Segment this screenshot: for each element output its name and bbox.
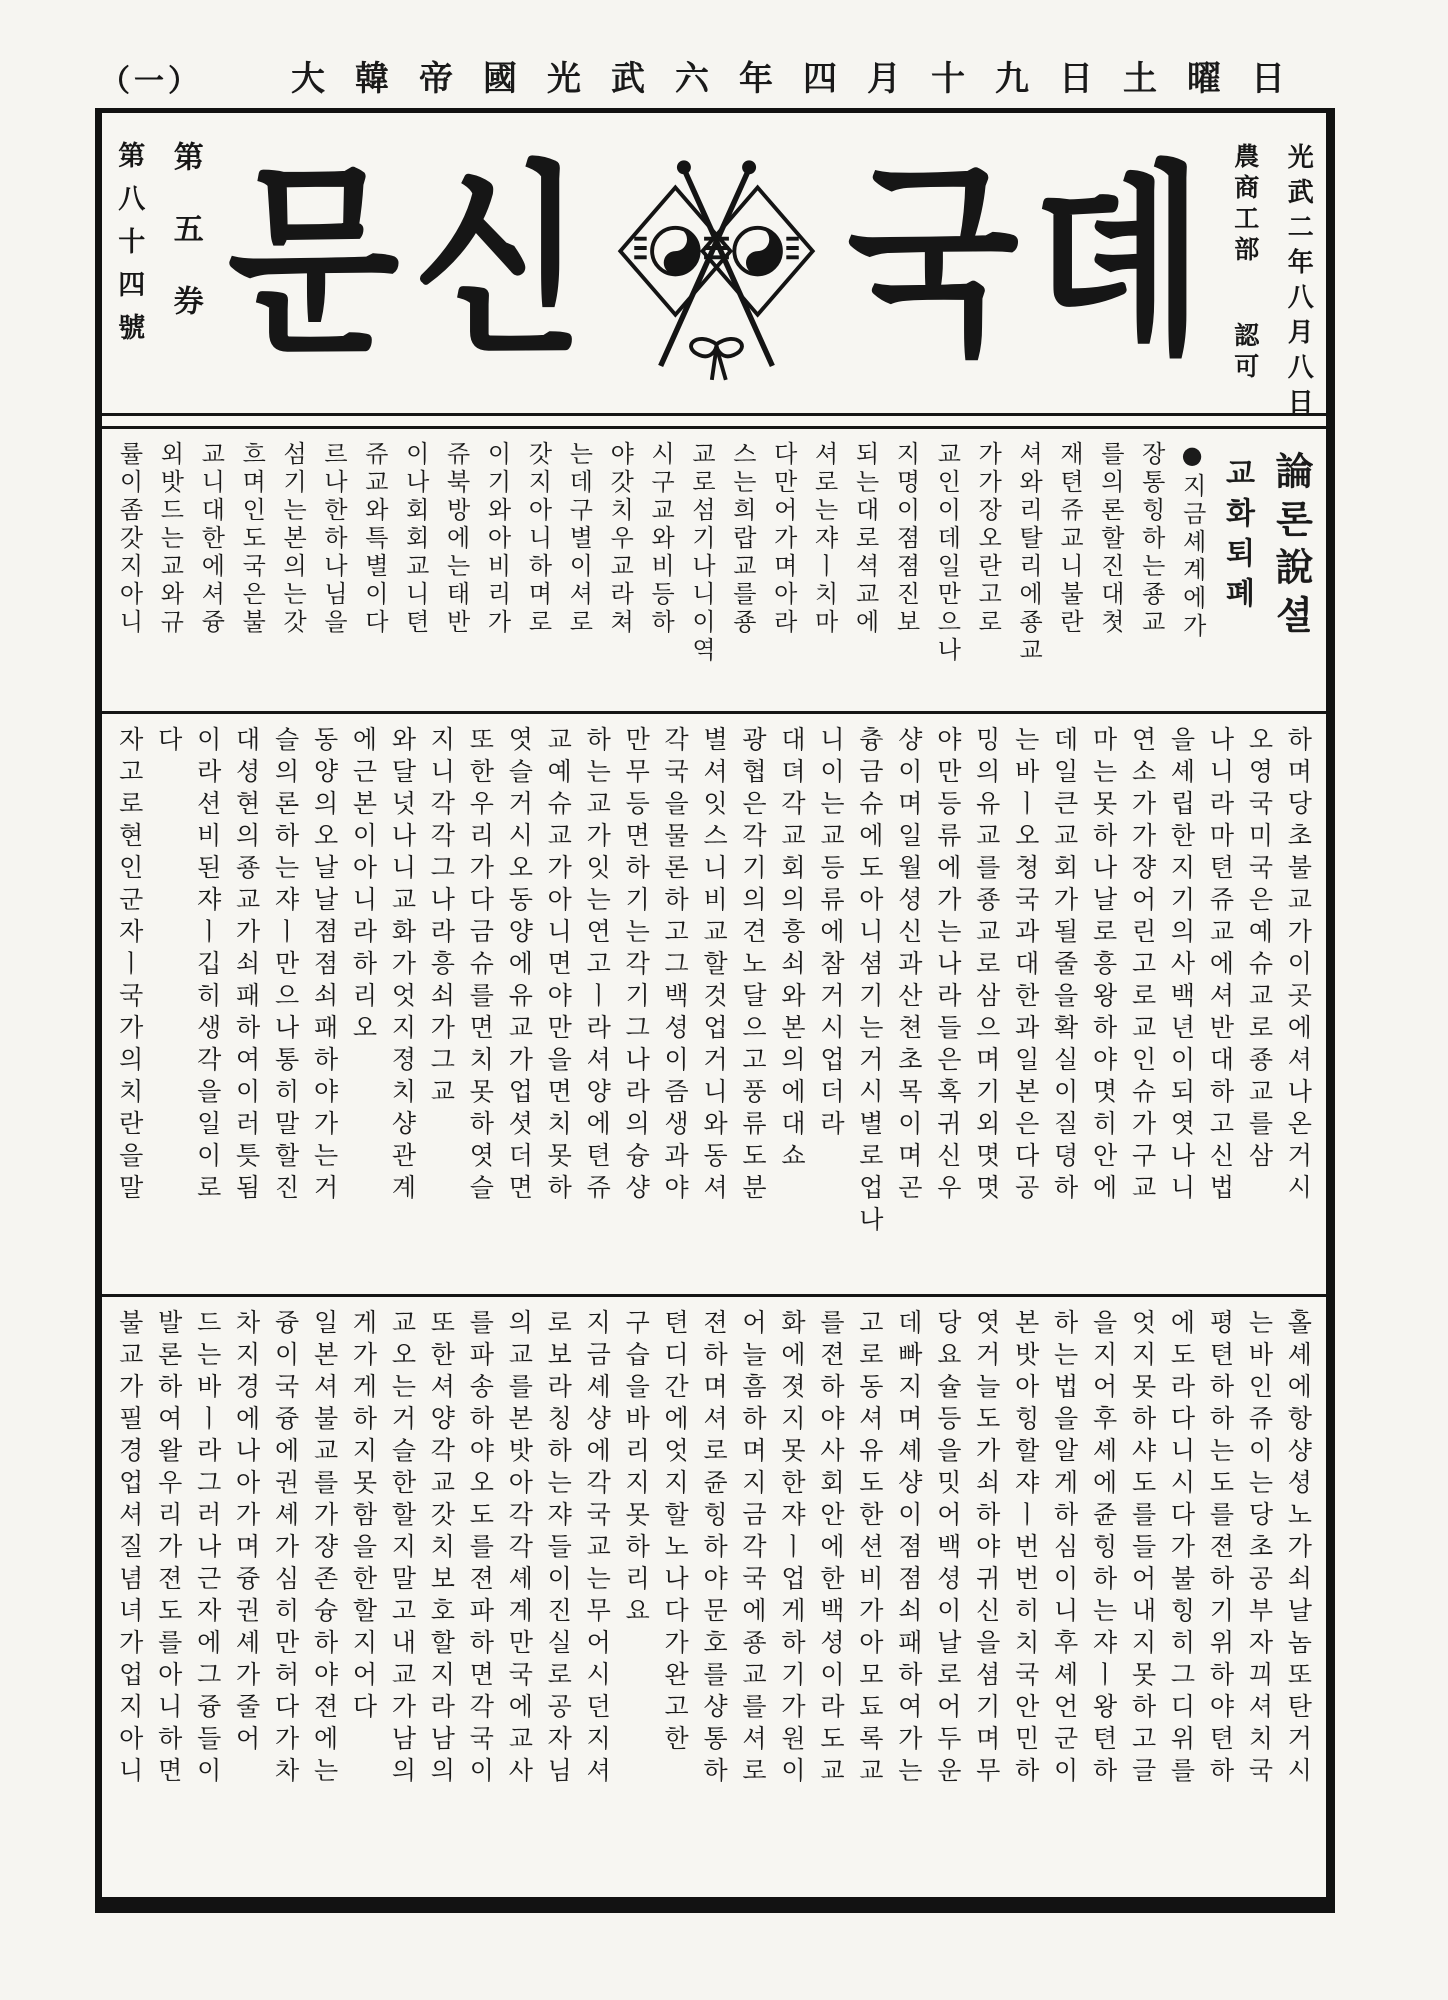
- text-column: 엿슬거시오동양에유교가업셧더면: [504, 726, 534, 1206]
- text-column: 야갓치우교라쳐: [605, 441, 634, 637]
- text-column: 야만등류에가는나라들은혹귀신우: [933, 726, 963, 1206]
- text-column: 갓지아니하며로: [523, 441, 552, 637]
- text-column: 츙금슈에도아니셤기는거시별로업나: [855, 726, 885, 1238]
- text-column: 교예슈교가아니면야만을면치못하: [543, 726, 573, 1206]
- text-column: 또한셔양각교갓치보호할지라남의: [426, 1309, 456, 1789]
- text-column: 교니대한에셔즁: [196, 441, 225, 637]
- text-column: 이기와아비리가: [483, 441, 512, 637]
- text-column: 는데구별이셔로: [564, 441, 593, 637]
- text-column: 교화퇴폐: [1219, 457, 1255, 617]
- text-column: 마는못하나날로흥왕하야몃히안에: [1089, 726, 1119, 1206]
- text-column: 섬기는본의는갓: [278, 441, 307, 637]
- approval-column: [1227, 143, 1263, 384]
- text-column: 화에졋지못한쟈ㅣ업게하기가원이: [777, 1309, 807, 1789]
- text-column: 와달넛나니교화가엇지졍치샹관계: [387, 726, 417, 1206]
- text-column: 각국을물론하고그백셩이즘생과야: [660, 726, 690, 1206]
- text-column: 샹이며일월셩신과산쳔초목이며곤: [894, 726, 924, 1206]
- text-column: 셔와리탈리에죵교: [1014, 441, 1043, 665]
- text-column: 이나회회교니텬: [401, 441, 430, 637]
- top-date-line: [100, 42, 1315, 100]
- text-column: 쥬교와특별이다: [360, 441, 389, 637]
- agency-label: 農商工部: [1230, 143, 1260, 267]
- text-column: 장통힝하는죵교: [1137, 441, 1166, 637]
- text-column: 다: [154, 726, 184, 758]
- text-column: 광협은각기의견노달으고풍류도분: [738, 726, 768, 1206]
- text-column: 불교가필경업셔질념녀가업지아니: [115, 1309, 145, 1789]
- text-column: 을지어후셰에쥰힝하는쟈ㅣ왕텬하: [1089, 1309, 1119, 1789]
- text-column: 교인이데일만으나: [932, 441, 961, 665]
- text-column: 홀셰에항샹셩노가쇠날놈또탄거시: [1283, 1309, 1313, 1789]
- text-column: 르나한하나님을: [319, 441, 348, 637]
- page-number: （一）: [100, 64, 202, 99]
- text-column: 교오는거슬한할지말고내교가남의: [387, 1309, 417, 1789]
- text-band-2: [102, 714, 1326, 1294]
- text-column: 에근본이아니라하리오: [348, 726, 378, 1046]
- masthead-title: [214, 113, 1218, 413]
- text-column: 교로섬기나니이역: [687, 441, 716, 665]
- text-column: 일본셔불교를가쟝존슝하야젼에는: [310, 1309, 340, 1789]
- text-column: 동양의오날날졈졈쇠패하야가는거: [310, 726, 340, 1206]
- text-column: 고로동셔유도한션비가아모됴록교: [855, 1309, 885, 1789]
- text-column: 또한우리가다금슈를면치못하엿슬: [465, 726, 495, 1206]
- text-column: 가가장오란고로: [973, 441, 1002, 637]
- text-column: 당요슐등을밋어백셩이날로어두운: [933, 1309, 963, 1789]
- text-column: 률이좀갓지아니: [115, 441, 143, 637]
- text-column: 는바인쥬이는당초공부자끠셔치국: [1244, 1309, 1274, 1789]
- imperial-date-text: 大韓帝國光武六年四月十九日土曜日: [291, 59, 1315, 99]
- text-column: 쥬북방에는태반: [442, 441, 471, 637]
- approval-label: 認可: [1230, 322, 1260, 385]
- text-column: 의교를본밧아각각셰계만국에교사: [504, 1309, 534, 1789]
- text-column: 를젼하야사회안에한백셩이라도교: [816, 1309, 846, 1789]
- text-column: 대뎌각교회의흥쇠와본의에대쇼: [777, 726, 807, 1174]
- text-column: 데빠지며셰샹이졈졈쇠패하여가는: [894, 1309, 924, 1789]
- text-column: 외밧드는교와규: [155, 441, 184, 637]
- masthead: [102, 113, 1326, 423]
- issue-number-label: 第八十四號: [113, 141, 145, 356]
- text-column: 을셰립한지기의사백년이되엿나니: [1166, 726, 1196, 1206]
- text-column: 차지경에나아가며즁권셰가줄어: [232, 1309, 262, 1757]
- text-column: 대셩현의죵교가쇠패하여이러틋됨: [232, 726, 262, 1206]
- text-column: 재텬쥬교니불란: [1055, 441, 1084, 637]
- text-column: 드는바ㅣ라그러나근자에그즁들이: [193, 1309, 223, 1789]
- text-column: 엇지못하샤도를들어내지못하고글: [1128, 1309, 1158, 1789]
- text-column: 텬디간에엇지할노나다가완고한: [660, 1309, 690, 1757]
- text-column: 즁이국즁에권셰가심히만허다가차: [271, 1309, 301, 1789]
- text-column: 에도라다니시다가불힝히그디위를: [1166, 1309, 1196, 1789]
- title-char-sin: 신: [413, 143, 585, 382]
- text-column: 오영국미국은예슈교로죵교를삼: [1244, 726, 1274, 1174]
- text-column: 하며당초불교가이곳에셔나온거시: [1283, 726, 1313, 1206]
- text-column: 젼하며셔로쥰힝하야문호를샹통하: [699, 1309, 729, 1789]
- volume-label: 第五券: [167, 141, 203, 357]
- text-column: 니이는교등류에참거시업더라: [816, 726, 846, 1142]
- text-column: 평텬하하는도를젼하기위하야텬하: [1205, 1309, 1235, 1789]
- crossed-flags-emblem-icon: [599, 158, 834, 387]
- text-column: 별셔잇스니비교할것업거니와동셔: [699, 726, 729, 1206]
- title-char-mun: 문: [227, 143, 400, 382]
- text-column: 이라션비된쟈ㅣ깁히생각을일이로: [193, 726, 223, 1206]
- text-column: 구습을바리지못하리요: [621, 1309, 651, 1629]
- masthead-right-margin: [1218, 113, 1326, 423]
- masthead-left-margin: [102, 113, 214, 413]
- text-column: 본밧아힝할쟈ㅣ번번히치국안민하: [1011, 1309, 1041, 1789]
- text-column: 하는교가잇는연고ㅣ라셔양에텬쥬: [582, 726, 612, 1206]
- text-column: 를의론할진대쳣: [1096, 441, 1125, 637]
- text-column: 엿거늘도가쇠하야귀신을셤기며무: [972, 1309, 1002, 1789]
- text-column: 만무등면하기는각기그나라의슝샹: [621, 726, 651, 1206]
- text-column: 되는대로셕교에: [851, 441, 880, 637]
- text-column: 데일큰교회가될줄을확실이질뎡하: [1050, 726, 1080, 1206]
- text-column: 시구교와비등하: [646, 441, 675, 637]
- text-column: 연소가가쟝어린고로교인슈가구교: [1128, 726, 1158, 1206]
- text-band-1: [102, 429, 1326, 711]
- text-column: 다만어가며아라: [769, 441, 798, 637]
- text-band-3: [102, 1297, 1326, 1897]
- text-column: 밍의유교를죵교로삼으며기외몃몃: [972, 726, 1002, 1206]
- text-column: 지금셰샹에각국교는무어시던지셔: [582, 1309, 612, 1789]
- text-column: 를파송하야오도를젼파하면각국이: [465, 1309, 495, 1789]
- text-column: 흐며인도국은불: [237, 441, 266, 637]
- text-column: 는바ㅣ오쳥국과대한과일본은다공: [1011, 726, 1041, 1206]
- license-date-label: 光武二年八月八日: [1283, 143, 1314, 423]
- text-column: 자고로현인군자ㅣ국가의치란을말: [115, 726, 145, 1206]
- text-column: 로보라칭하는쟈들이진실로공자님: [543, 1309, 573, 1789]
- text-column: ●지금셰계에가: [1178, 441, 1207, 641]
- title-char-dye: 뎨: [1032, 143, 1205, 382]
- text-column: 하는법을알게하심이니후셰언군이: [1050, 1309, 1080, 1789]
- text-column: 지니각각그나라흥쇠가그교: [426, 726, 456, 1110]
- text-column: 나니라마텬쥬교에셔반대하고신법: [1205, 726, 1235, 1206]
- text-column: 슬의론하는쟈ㅣ만으나통히말할진: [271, 726, 301, 1206]
- text-column: 어늘흠하며지금각국에죵교를셔로: [738, 1309, 768, 1789]
- title-char-guk: 국: [847, 143, 1019, 382]
- masthead-divider: [102, 413, 1326, 429]
- text-column: 지명이졈졈진보: [891, 441, 920, 637]
- text-column: 게가게하지못함을한할지어다: [348, 1309, 378, 1725]
- text-column: 발론하여왈우리가젼도를아니하면: [154, 1309, 184, 1789]
- text-column: 셔로는쟈ㅣ치마: [810, 441, 839, 637]
- text-column: 스는희랍교를죵: [728, 441, 757, 637]
- page-frame: [95, 108, 1335, 1913]
- text-column: 論론說셜: [1268, 451, 1313, 643]
